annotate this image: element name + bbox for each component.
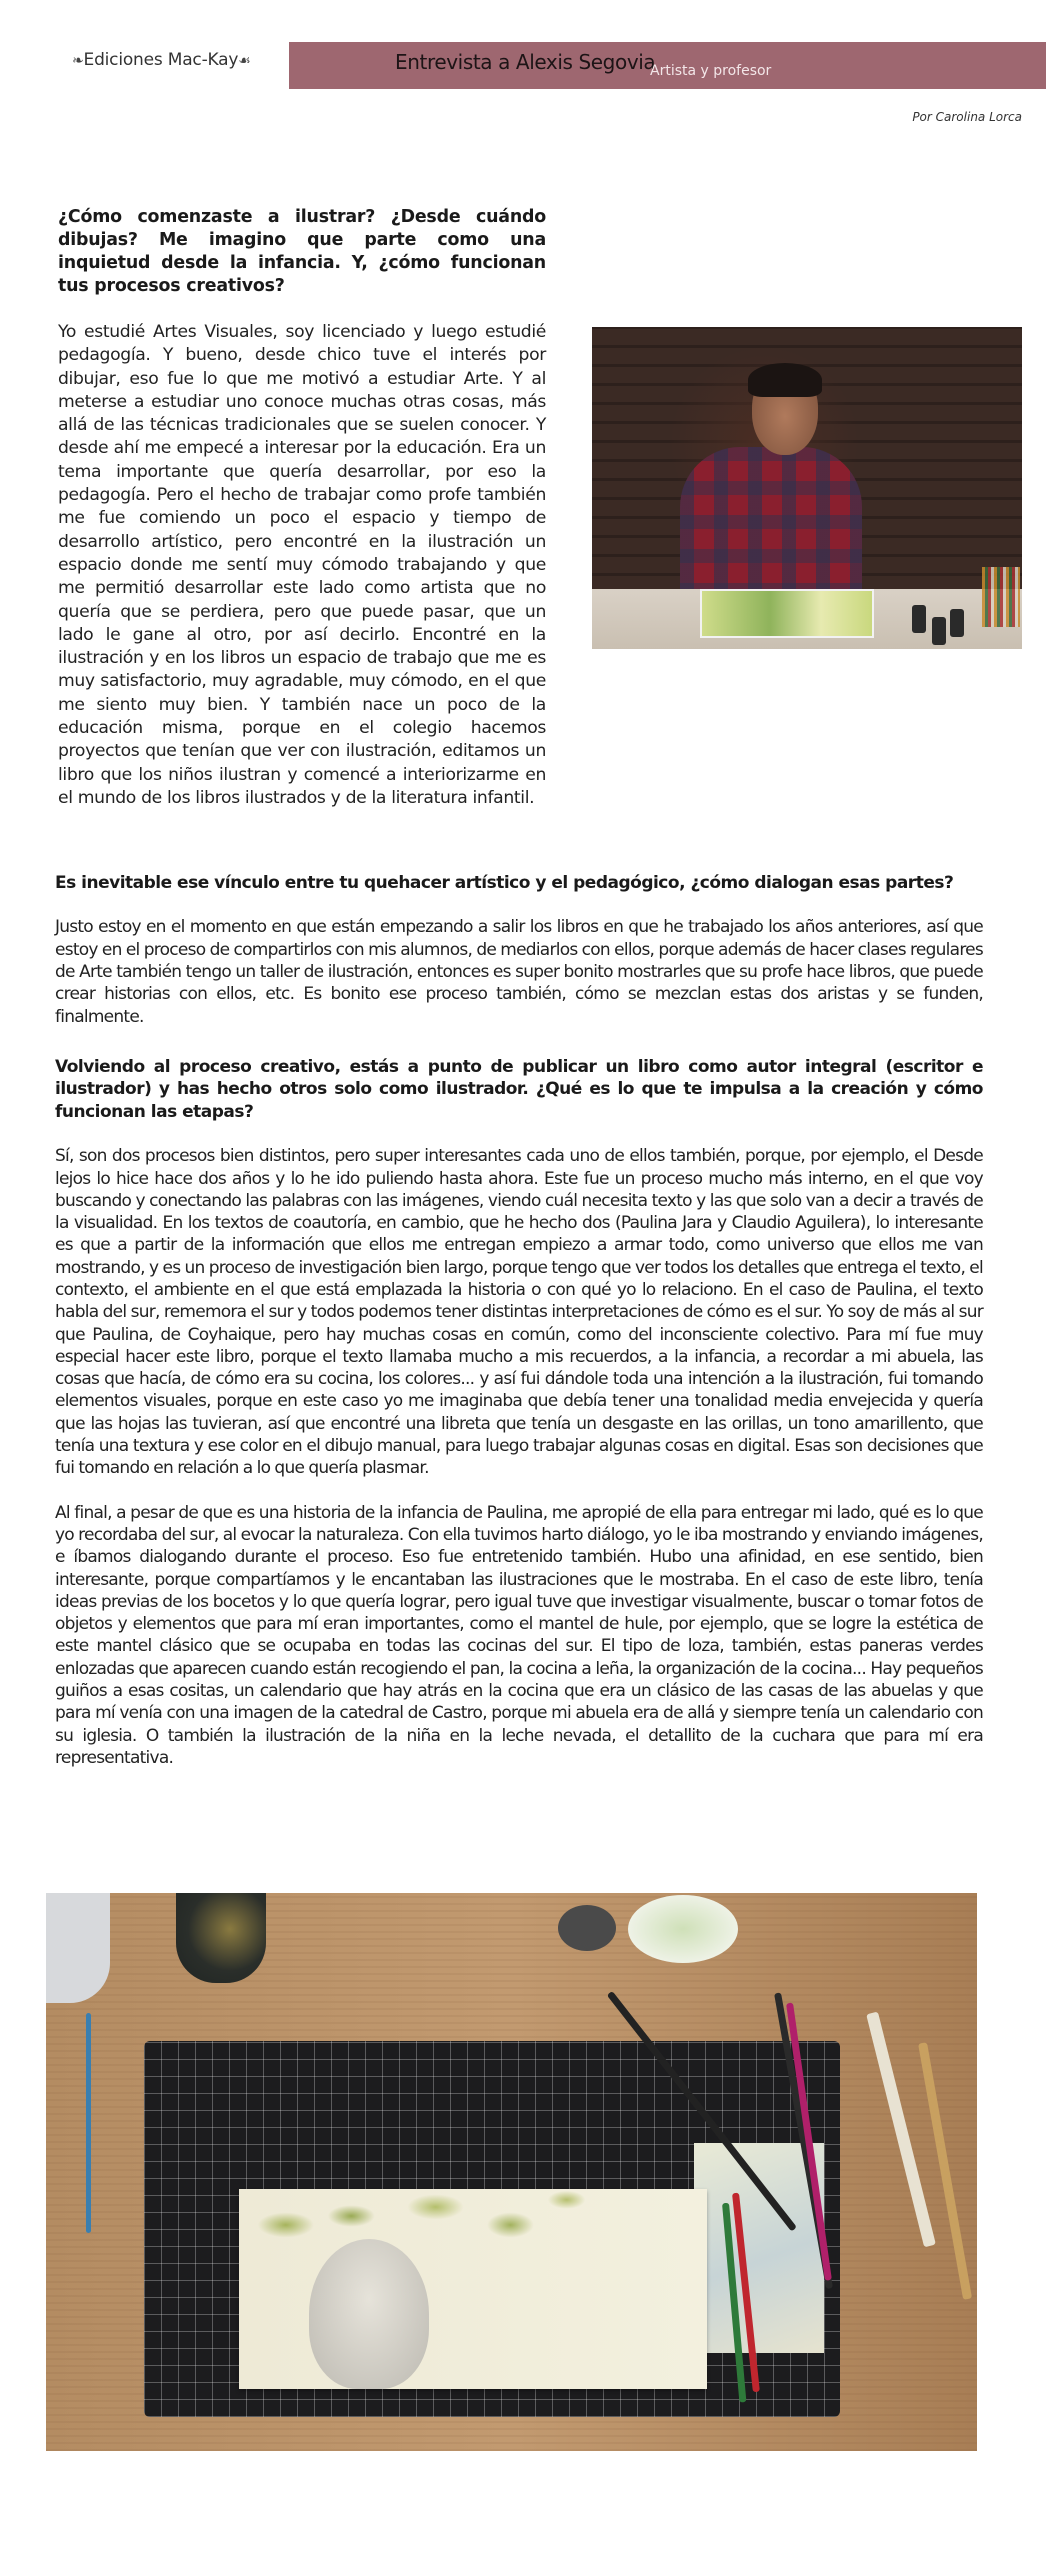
leaf-ornament-right-icon: ☙ (238, 53, 251, 69)
interview-section-2 (55, 872, 983, 1028)
interview-section-1 (58, 206, 546, 810)
answer-2: Justo estoy en el momento en que están empezando a salir los libros en que he trabajado los años anteriores, así que estoy en el proceso de compartirlos con mis alumnos, de mediarlos con ellos, porque además de hacer clases regulares de Arte también tengo un taller de ilustración, entonces es super bonito mostrarles que su profe hace libros, que puede crear historias con ellos, etc. Es bonito ese proceso también, cómo se mezclan estas dos aristas y se funden, finalmente. (55, 917, 983, 1027)
brush-icon (918, 2042, 972, 2300)
article-title: Entrevista a Alexis Segovia (395, 50, 656, 74)
illustration-artwork (239, 2189, 707, 2389)
ink-bottle-icon (932, 617, 946, 645)
ink-bottle-icon (950, 609, 964, 637)
artwork-girl-portrait (309, 2239, 429, 2389)
water-cup (176, 1893, 266, 1983)
watercolor-sketch (694, 2143, 824, 2353)
question-1: ¿Cómo comenzaste a ilustrar? ¿Desde cuándo dibujas? Me imagino que parte como una inquietud desde la infancia. Y, ¿cómo funcionan tus procesos creativos? (58, 207, 546, 296)
answer-1: Yo estudié Artes Visuales, soy licenciado y luego estudié pedagogía. Y bueno, desde chico tuve el interés por dibujar, eso fue lo que me motivó a estudiar Arte. Y al meterse a estudiar uno conoce muchas otras cosas, más allá de las técnicas tradicionales que se suelen conocer. Y desde ahí me empecé a interesar por la educación. Era un tema importante que quería desarrollar, por eso la pedagogía. Pero el hecho de trabajar como profe también me fue comiendo un poco el espacio y tiempo de desarrollo artístico, pero encontré en la ilustración un espacio donde me sentí muy cómodo trabajando y que me permitió desarrollar este lado como artista que no quería que se perdiera, pero que puede pasar, que un lado le gane al otro, por así decirlo. Encontré en la ilustración y en los libros un espacio de trabajo que me es muy satisfactorio, muy agradable, muy cómodo, en el que me siento muy bien. Y también nace un poco de la educación misma, porque en el colegio hacemos proyectos que tenían que ver con ilustración, editamos un libro que los niños ilustran y comencé a interiorizarme en el mundo de los libros ilustrados y de la literatura infantil. (58, 322, 546, 808)
ink-bottle-icon (912, 605, 926, 633)
artgraf-tin (558, 1905, 616, 1951)
illustration-desk-photo (46, 1893, 977, 2451)
interview-section-3 (55, 1056, 983, 1769)
answer-3: Sí, son dos procesos bien distintos, pero super interesantes cada uno de ellos también, porque, por ejemplo, el Desde lejos lo hice hace dos años y lo he ido puliendo hasta ahora. Este fue un proceso mucho más interno, en el que voy buscando y conectando las palabras con las imágenes, viendo cuál necesita texto y las que solo van a decir a través de la visualidad. En los textos de coautoría, en cambio, que he hecho dos (Paulina Jara y Claudio Aguilera), lo interesante es que a partir de la información que ellos me entregan empiezo a armar todo, como universo que ellos me van mostrando, y es un proceso de investigación bien largo, porque tengo que ver todos los detalles que entrega el texto, el contexto, el ambiente en el que está emplazada la historia o con qué yo lo relaciono. En el caso de Paulina, el texto habla del sur, rememora el sur y todos podemos tener distintas interpretaciones de cómo es el sur. Yo soy de más al sur que Paulina, de Coyhaique, pero hay muchas cosas en común, como del inconsciente colectivo. Para mí fue muy especial hacer este libro, porque el texto llamaba mucho a mis recuerdos, a la infancia, a recordar a mi abuela, las cosas que hacía, de cómo era su cocina, los colores... y así fui dándole toda una intención a la ilustración, fui tomando elementos visuales, porque en este caso yo me imaginaba que debía tener una tonalidad media envejecida y quería que las hojas las tuvieran, así que encontré una libreta que tenía un desgaste en las orillas, un tono amarillento, que tenía una textura y ese color en el dibujo manual, para luego trabajar algunas cosas en digital. Esas son decisiones que fui tomando en relación a lo que quería plasmar. (55, 1146, 983, 1479)
publisher-logo[interactable] (72, 50, 251, 70)
portrait-shirt (680, 447, 862, 597)
publisher-name: Ediciones Mac-Kay (83, 50, 239, 70)
palette-object (46, 1893, 110, 2003)
artwork-leaves (239, 2189, 707, 2279)
title-banner (289, 42, 1046, 89)
question-2: Es inevitable ese vínculo entre tu quehacer artístico y el pedagógico, ¿cómo dialogan esas partes? (55, 873, 954, 893)
article-subtitle: Artista y profesor (650, 63, 772, 79)
brush-icon (86, 2013, 91, 2233)
watercolor-palette-bowl (628, 1895, 738, 1963)
artist-portrait-photo (592, 327, 1022, 649)
answer-3-continued: Al final, a pesar de que es una historia de la infancia de Paulina, me apropié de ella para entregar mi lado, qué es lo que yo recordaba del sur, al evocar la naturaleza. Con ella tuvimos harto diálogo, yo le iba mostrando y enviando imágenes, e íbamos dialogando durante el proceso. Eso fue entretenido también. Hubo una afinidad, en ese sentido, bien interesante, porque compartíamos y le encantaban las ilustraciones que le mostraba. En el caso de este libro, tenía ideas previas de los bocetos y lo que quería lograr, pero igual tuve que investigar visualmente, buscar o tomar fotos de objetos y elementos que para mí eran importantes, como el mantel de hule, por ejemplo, que se logre la estética de este mantel clásico que se ocupaba en todas las cocinas del sur. El tipo de loza, también, estas paneras verdes enlozadas que aparecen cuando están recogiendo el pan, la cocina a leña, la organización de la cocina... Hay pequeños guiños a esas cositas, un calendario que hay atrás en la cocina que era un clásico de las casas de las abuelas y que para mí venía con una imagen de la catedral de Castro, porque mi abuela era de allá y siempre tenía un calendario con su iglesia. O también la ilustración de la niña en la leche nevada, el detallito de la cuchara que para mí era representativa. (55, 1502, 983, 1768)
leaf-ornament-left-icon: ❧ (72, 53, 84, 69)
portrait-illustration-paper (700, 589, 874, 638)
portrait-hair (748, 363, 822, 397)
question-3: Volviendo al proceso creativo, estás a punto de publicar un libro como autor integral (escritor e ilustrador) y has hecho otros solo como ilustrador. ¿Qué es lo que te impulsa a la creación y cómo funcionan las etapas? (55, 1057, 983, 1122)
pencil-jar (982, 567, 1020, 627)
author-byline: Por Carolina Lorca (912, 110, 1022, 124)
